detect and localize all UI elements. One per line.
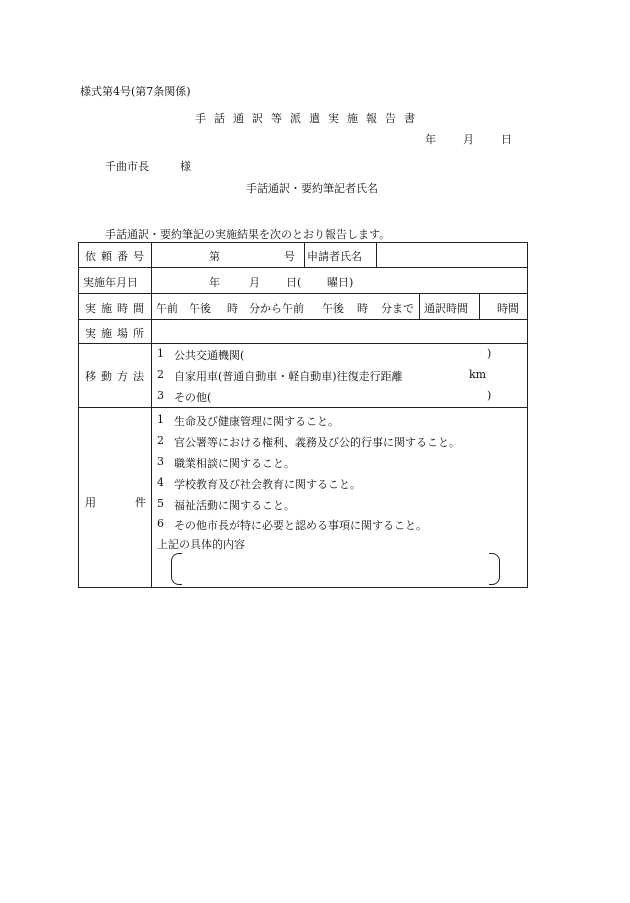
time-from-hour[interactable]: 時 <box>227 302 238 315</box>
time-to-hour[interactable]: 時 <box>357 302 368 315</box>
time-from-min[interactable]: 分から午前 <box>249 302 304 315</box>
details-left-bracket <box>171 553 182 585</box>
applicant-name-label: 申請者氏名 <box>307 250 362 263</box>
travel-item-1-num: 1 <box>157 347 164 360</box>
time-to-min[interactable]: 分まで <box>381 302 414 315</box>
impl-day[interactable]: 日( <box>286 276 302 289</box>
time-label: 実施時間 <box>85 302 149 315</box>
travel-item-2-num: 2 <box>157 368 164 381</box>
time-from-ampm[interactable]: 午前 午後 <box>156 302 211 315</box>
impl-weekday[interactable]: 曜日) <box>327 276 354 289</box>
request-number-prefix: 第 <box>209 250 220 263</box>
purpose-item-4-text: 学校教育及び社会教育に関すること。 <box>174 478 361 491</box>
date-day[interactable]: 日 <box>501 133 512 146</box>
purpose-item-1-text: 生命及び健康管理に関すること。 <box>174 415 339 428</box>
travel-item-3-close: ) <box>487 389 492 402</box>
purpose-item-1-num: 1 <box>157 413 164 426</box>
addressee-name: 千曲市長 <box>105 160 149 173</box>
place-field[interactable] <box>154 321 524 341</box>
purpose-item-2-text: 官公署等における権利、義務及び公的行事に関すること。 <box>174 436 460 449</box>
purpose-item-5-text: 福祉活動に関すること。 <box>174 499 295 512</box>
date-label: 実施年月日 <box>83 276 138 289</box>
interp-time-label: 通訳時間 <box>424 302 468 315</box>
travel-item-2-text: 自家用車(普通自動車・軽自動車)往復走行距離 <box>174 370 403 383</box>
interp-time-unit[interactable]: 時間 <box>497 302 519 315</box>
details-right-bracket <box>489 553 500 585</box>
request-number-label: 依頼番号 <box>85 250 149 263</box>
time-to-pm[interactable]: 午後 <box>322 302 344 315</box>
purpose-label-b: 件 <box>135 496 146 509</box>
impl-year[interactable]: 年 <box>209 276 220 289</box>
date-month[interactable]: 月 <box>463 133 474 146</box>
date-year[interactable]: 年 <box>425 133 436 146</box>
travel-item-1-close: ) <box>487 347 492 360</box>
impl-month[interactable]: 月 <box>249 276 260 289</box>
purpose-item-6-text: その他市長が特に必要と認める事項に関すること。 <box>174 519 427 532</box>
page-title: 手話通訳等派遣実施報告書 <box>195 112 423 125</box>
purpose-item-5-num: 5 <box>157 497 164 510</box>
purpose-item-3-text: 職業相談に関すること。 <box>174 457 295 470</box>
intro-text: 手話通訳・要約筆記の実施結果を次のとおり報告します。 <box>105 228 391 241</box>
addressee-honorific: 様 <box>180 160 191 173</box>
request-number-suffix: 号 <box>284 250 295 263</box>
report-table <box>78 242 528 588</box>
purpose-item-2-num: 2 <box>157 434 164 447</box>
travel-label: 移動方法 <box>85 370 149 383</box>
purpose-label-a: 用 <box>85 496 96 509</box>
purpose-item-4-num: 4 <box>157 476 164 489</box>
reporter-label: 手話通訳・要約筆記者氏名 <box>246 182 378 195</box>
purpose-item-6-num: 6 <box>157 517 164 530</box>
travel-item-3-num: 3 <box>157 389 164 402</box>
purpose-item-3-num: 3 <box>157 455 164 468</box>
form-number: 様式第4号(第7条関係) <box>80 85 191 98</box>
travel-item-2-unit: km <box>469 368 487 381</box>
details-field[interactable] <box>183 553 487 585</box>
purpose-details-label: 上記の具体的内容 <box>157 538 245 551</box>
travel-item-3-text: その他( <box>174 391 212 404</box>
place-label: 実施場所 <box>85 327 149 340</box>
travel-item-1-text: 公共交通機関( <box>174 349 245 362</box>
applicant-name-field[interactable] <box>379 244 524 266</box>
